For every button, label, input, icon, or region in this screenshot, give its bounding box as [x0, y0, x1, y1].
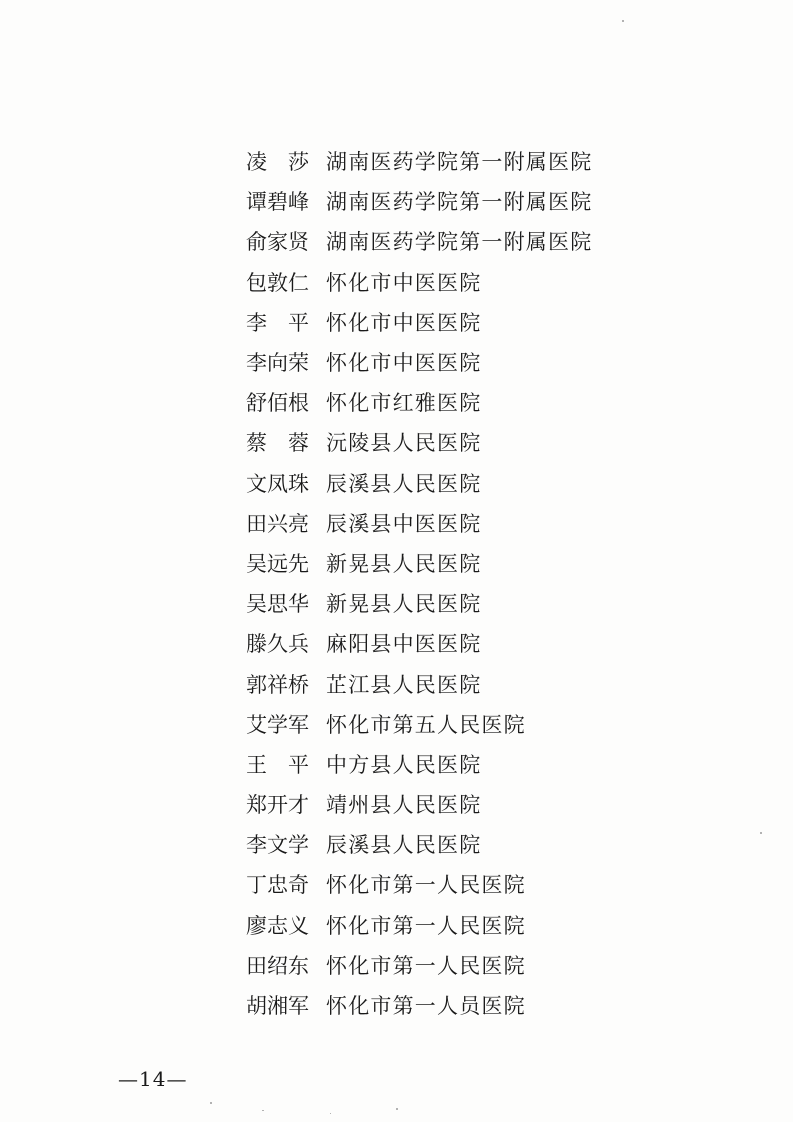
person-name: 胡湘军	[246, 994, 309, 1019]
list-item	[246, 824, 592, 864]
organization-name: 湖南医药学院第一附属医院	[326, 230, 593, 255]
person-name: 吴远先	[246, 551, 309, 576]
person-name: 吴思华	[246, 592, 309, 617]
person-name: 田绍东	[246, 953, 309, 978]
person-name: 包敦仁	[246, 270, 309, 295]
organization-name: 怀化市第五人民医院	[326, 712, 526, 737]
list-item	[246, 905, 592, 945]
organization-name: 新晃县人民医院	[326, 551, 482, 576]
list-item	[246, 422, 592, 462]
organization-name: 怀化市第一人民医院	[326, 953, 526, 978]
person-name: 廖志义	[246, 913, 309, 938]
organization-name: 怀化市中医医院	[326, 310, 482, 335]
person-name: 艾学军	[246, 712, 309, 737]
list-item	[246, 744, 592, 784]
list-item	[246, 181, 592, 221]
list-item	[246, 864, 592, 904]
organization-name: 芷江县人民医院	[326, 672, 482, 697]
person-name: 滕久兵	[246, 632, 309, 657]
person-name: 丁忠奇	[246, 873, 309, 898]
organization-name: 中方县人民医院	[326, 752, 482, 777]
organization-name: 辰溪县人民医院	[326, 471, 482, 496]
person-name: 王 平	[246, 752, 309, 777]
organization-name: 怀化市中医医院	[326, 270, 482, 295]
list-item	[246, 302, 592, 342]
person-name: 凌 莎	[246, 150, 309, 175]
organization-name: 怀化市第一人民医院	[326, 913, 526, 938]
list-item	[246, 704, 592, 744]
person-name: 舒佰根	[246, 391, 309, 416]
list-item	[246, 985, 592, 1025]
person-name: 蔡 蓉	[246, 431, 309, 456]
list-item	[246, 503, 592, 543]
organization-name: 怀化市中医医院	[326, 351, 482, 376]
list-item	[246, 623, 592, 663]
person-name: 李向荣	[246, 351, 309, 376]
list-item	[246, 784, 592, 824]
organization-name: 沅陵县人民医院	[326, 431, 482, 456]
list-item	[246, 945, 592, 985]
list-item	[246, 583, 592, 623]
person-name: 郑开才	[246, 793, 309, 818]
list-item	[246, 342, 592, 382]
person-name: 李 平	[246, 310, 309, 335]
organization-name: 怀化市红雅医院	[326, 391, 482, 416]
list-item	[246, 221, 592, 261]
organization-name: 湖南医药学院第一附属医院	[326, 150, 593, 175]
person-name: 文凤珠	[246, 471, 309, 496]
scan-speck	[210, 1102, 212, 1104]
page-number: —14—	[118, 1067, 188, 1091]
organization-name: 麻阳县中医医院	[326, 632, 482, 657]
organization-name: 辰溪县中医医院	[326, 511, 482, 536]
list-item	[246, 543, 592, 583]
organization-name: 新晃县人民医院	[326, 592, 482, 617]
list-item	[246, 663, 592, 703]
organization-name: 靖州县人民医院	[326, 793, 482, 818]
list-item	[246, 463, 592, 503]
scan-speck	[396, 1108, 398, 1110]
person-name: 谭碧峰	[246, 190, 309, 215]
list-item	[246, 262, 592, 302]
person-name: 田兴亮	[246, 511, 309, 536]
person-name: 李文学	[246, 833, 309, 858]
person-name: 郭祥桥	[246, 672, 309, 697]
organization-name: 怀化市第一人员医院	[326, 994, 526, 1019]
list-item	[246, 141, 592, 181]
organization-name: 辰溪县人民医院	[326, 833, 482, 858]
scan-speck	[330, 1113, 331, 1114]
organization-name: 怀化市第一人民医院	[326, 873, 526, 898]
scan-speck	[760, 832, 762, 834]
organization-name: 湖南医药学院第一附属医院	[326, 190, 593, 215]
scan-speck	[262, 1110, 264, 1111]
personnel-list	[246, 141, 592, 1025]
scan-speck	[622, 20, 624, 22]
person-name: 俞家贤	[246, 230, 309, 255]
list-item	[246, 382, 592, 422]
